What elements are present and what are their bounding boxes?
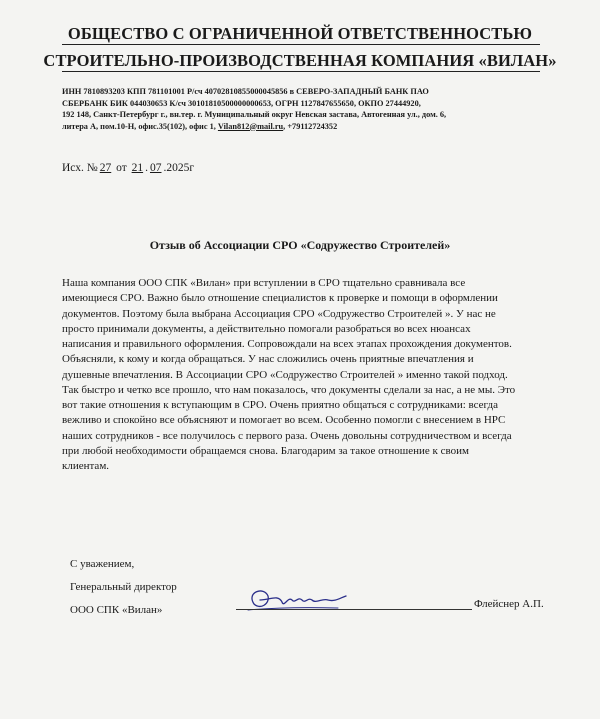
outgoing-number-value: 27 <box>99 162 112 174</box>
body-line: наших сотрудников - все получилось с первого раза. Очень довольны сотрудничеством и всегда <box>62 429 512 442</box>
body-line: душевные впечатления. В Ассоциации СРО «Содружество Строителей » именно такой подход. <box>62 368 508 381</box>
body-line: клиентам. <box>62 460 110 472</box>
outgoing-number: Исх. № 27 от 21 . 07 .2025г <box>62 162 195 174</box>
requisites-phone: , +79112724352 <box>283 121 338 131</box>
outgoing-year: 2025г <box>166 162 195 174</box>
requisites-line: СБЕРБАНК БИК 044030653 К/сч 30101810500000000653, ОГРН 1127847655650, ОКПО 27444920, <box>62 98 421 108</box>
requisites-line: 192 148, Санкт-Петербург г., вн.тер. г. Муниципальный округ Невская застава, Автогенная ул., дом. 6, <box>62 110 447 119</box>
body-line: написания и правильного оформления. Сопровождали на всех этапах прохождения документов. <box>62 338 512 350</box>
signer-company: ООО СПК «Вилан» <box>70 604 163 616</box>
outgoing-prefix: Исх. № <box>62 162 98 174</box>
body-line: имеющиеся СРО. Важно было отношение специалистов к проверке и помощи в оформлении <box>62 292 498 305</box>
handwritten-signature <box>240 582 350 618</box>
signer-position: Генеральный директор <box>70 581 177 593</box>
body-line: Так быстро и четко все прошло, что нам показалось, что документы сделали за нас, а не мы. Это <box>62 383 516 396</box>
body-line: документов. Поэтому была выбрана Ассоциация СРО «Содружество Строителей ». У нас не <box>62 307 496 320</box>
body-line: при любой необходимости обращаемся снова. Благодарим за такое отношение к своим <box>62 444 469 457</box>
requisites-address: литера А, пом.10-Н, офис.35(102), офис 1, <box>62 121 218 131</box>
title-underline-2 <box>62 71 540 72</box>
requisites-line: ИНН 7810893203 КПП 781101001 Р/сч 40702810855000045856 в СЕВЕРО-ЗАПАДНЫЙ БАНК ПАО <box>62 87 429 96</box>
outgoing-date-label: от <box>116 162 127 174</box>
signature-line <box>236 609 472 610</box>
document-body <box>62 276 562 474</box>
body-line: Объясняли, к кому и когда обращаться. У нас сложились очень приятные впечатления и <box>62 353 474 366</box>
document-heading: Отзыв об Ассоциации СРО «Содружество Строителей» <box>149 238 451 252</box>
org-name-line2: СТРОИТЕЛЬНО-ПРОИЗВОДСТВЕННАЯ КОМПАНИЯ «ВИЛАН» <box>43 51 557 70</box>
requisites-line <box>62 121 562 133</box>
body-line: просто принимали документы, а действительно помогали разобраться во всех нюансах <box>62 322 471 335</box>
org-name-line1: ОБЩЕСТВО С ОГРАНИЧЕННОЙ ОТВЕТСТВЕННОСТЬЮ <box>67 24 533 43</box>
company-requisites <box>62 86 562 132</box>
email-link[interactable]: Vilan812@mail.ru <box>217 121 284 131</box>
outgoing-month: 07 <box>149 162 162 174</box>
regards-text: С уважением, <box>70 558 135 570</box>
signer-name: Флейснер А.П. <box>474 598 544 610</box>
body-line: Наша компания ООО СПК «Вилан» при вступлении в СРО тщательно сравнивала все <box>62 277 466 289</box>
title-underline-1 <box>62 44 540 45</box>
body-line: вот такие отношения к вступающим в СРО. Очень приятно общаться с сотрудниками: всегда <box>62 399 498 411</box>
body-line: вежливо и спокойно все объясняют и помогает во всем. Особенно помогли с внесением в НРС <box>62 414 506 427</box>
signature-block <box>70 553 177 622</box>
outgoing-day: 21 <box>131 162 144 174</box>
